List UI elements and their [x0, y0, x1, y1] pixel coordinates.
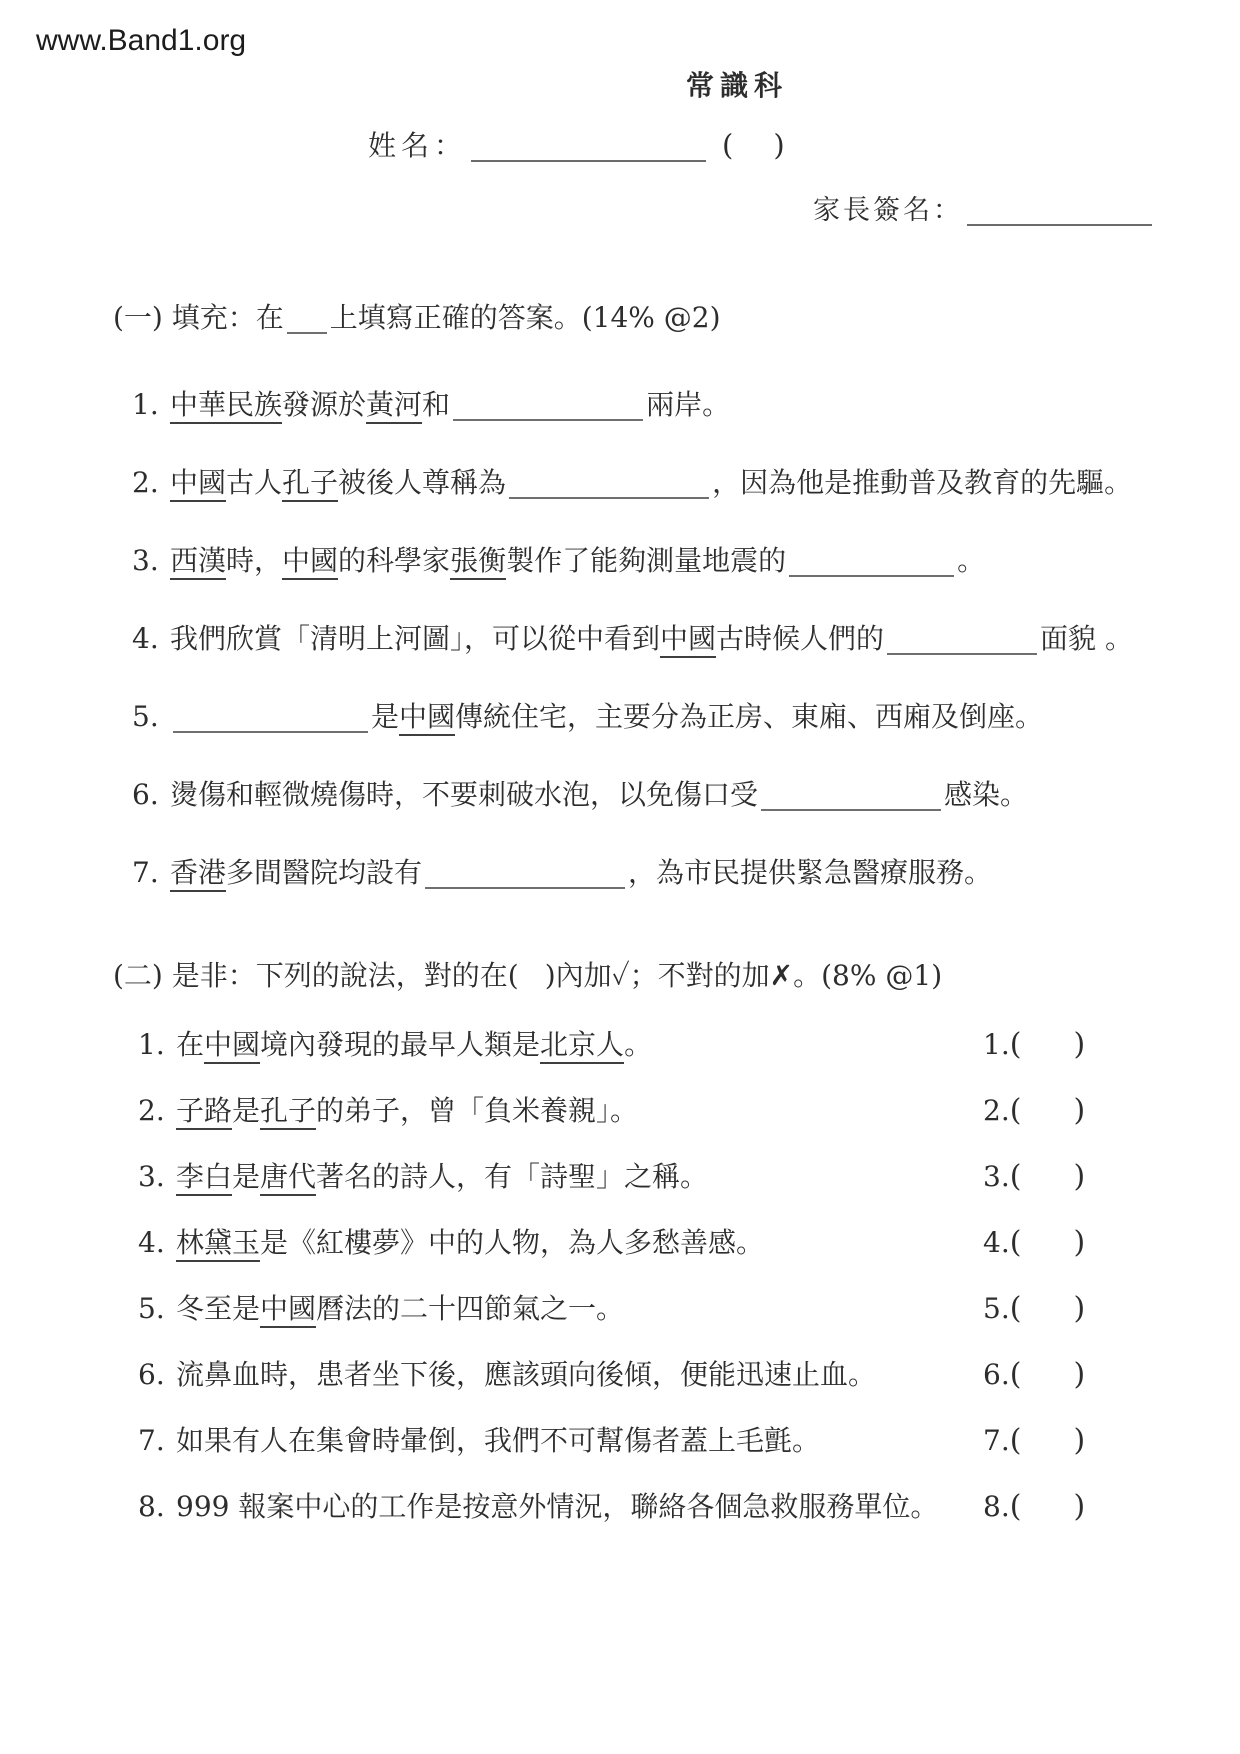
answer-blank[interactable] — [453, 391, 643, 421]
parent-signature-label: 家長簽名： — [813, 195, 963, 226]
tf-question-row — [138, 1160, 1223, 1194]
text-segment: 是《紅樓夢》中的人物，為人多愁善感。 — [260, 1226, 765, 1259]
underlined-term: 中國 — [170, 466, 226, 502]
underlined-term: 香港 — [170, 856, 226, 892]
text-segment: 著名的詩人，有「詩聖」之稱。 — [316, 1160, 709, 1193]
fill-question-row — [132, 388, 1223, 422]
question-number: 8. — [138, 1490, 165, 1523]
answer-number: 1. — [983, 1028, 1010, 1061]
text-segment: 的弟子，曾「負米養親」。 — [316, 1094, 639, 1127]
text-segment: 是 — [232, 1160, 261, 1193]
answer-paren-close: ) — [1073, 1423, 1086, 1458]
class-number-slot[interactable]: ( ) — [722, 128, 785, 162]
section1-heading — [113, 300, 1223, 336]
answer-paren-close: ) — [1073, 1027, 1086, 1062]
text-segment: (二) 是非：下列的說法，對的在( — [113, 959, 519, 992]
question-number: 1. — [138, 1028, 165, 1061]
answer-paren-close: ) — [1073, 1093, 1086, 1128]
underlined-term: 中國 — [204, 1028, 260, 1064]
fill-question-row — [132, 856, 1223, 890]
text-segment: 如果有人在集會時暈倒，我們不可幫傷者蓋上毛氈。 — [176, 1424, 821, 1457]
tf-question-row — [138, 1094, 1223, 1128]
answer-number: 5. — [983, 1292, 1010, 1325]
underlined-term: 北京人 — [540, 1028, 624, 1064]
underlined-term: 西漢 — [170, 544, 226, 580]
parent-signature-row — [813, 188, 1156, 227]
answer-paren-close: ) — [1073, 1225, 1086, 1260]
underlined-term: 中國 — [660, 622, 716, 658]
question-number: 4. — [132, 622, 159, 655]
question-number: 2. — [138, 1094, 165, 1127]
answer-number: 2. — [983, 1094, 1010, 1127]
text-segment: 古人 — [226, 466, 283, 499]
answer-blank[interactable] — [173, 703, 368, 733]
text-segment: 被後人尊稱為 — [338, 466, 507, 499]
text-segment: 的科學家 — [338, 544, 451, 577]
answer-paren-open: ( — [1009, 1225, 1022, 1260]
answer-paren-open: ( — [1009, 1489, 1022, 1524]
underlined-term: 中國 — [260, 1292, 316, 1328]
question-number: 5. — [138, 1292, 165, 1325]
parent-signature-line[interactable] — [967, 198, 1152, 226]
text-segment: 上填寫正確的答案。(14% @2) — [329, 301, 721, 334]
tf-question-row — [138, 1292, 1223, 1326]
section2-heading — [113, 958, 1223, 994]
question-number: 7. — [138, 1424, 165, 1457]
fill-question-row — [132, 778, 1223, 812]
underlined-term: 林黛玉 — [176, 1226, 260, 1262]
fill-question-row — [132, 700, 1223, 734]
question-number: 5. — [132, 700, 159, 733]
question-number: 3. — [132, 544, 159, 577]
text-segment: 多間醫院均設有 — [226, 856, 423, 889]
answer-blank[interactable] — [509, 469, 709, 499]
question-number: 4. — [138, 1226, 165, 1259]
underlined-term: 唐代 — [260, 1160, 316, 1196]
text-segment: 999 報案中心的工作是按意外情況，聯絡各個急救服務單位。 — [176, 1490, 939, 1523]
underlined-term: 中華民族 — [170, 388, 282, 424]
text-segment: 是 — [232, 1094, 261, 1127]
text-segment: 發源於 — [282, 388, 367, 421]
text-segment: (一) 填充：在 — [113, 301, 284, 334]
text-segment: 冬至是 — [176, 1292, 261, 1325]
section-true-false — [113, 958, 1223, 1556]
website-watermark: www.Band1.org — [36, 24, 247, 57]
fill-question-row — [132, 544, 1223, 578]
text-segment: 傳統住宅，主要分為正房、東廂、西廂及倒座。 — [455, 700, 1044, 733]
underlined-term: 張衡 — [450, 544, 506, 580]
text-segment: ，為市民提供緊急醫療服務。 — [628, 856, 993, 889]
answer-paren-open: ( — [1009, 1027, 1022, 1062]
section-fill-in-blanks — [113, 300, 1223, 934]
text-segment: 面貌 。 — [1040, 622, 1133, 655]
answer-blank[interactable] — [761, 781, 941, 811]
answer-paren-open: ( — [1009, 1291, 1022, 1326]
name-input-line[interactable] — [471, 134, 706, 162]
text-segment: 在 — [176, 1028, 205, 1061]
answer-number: 6. — [983, 1358, 1010, 1391]
question-number: 1. — [132, 388, 159, 421]
fill-question-row — [132, 622, 1223, 656]
student-name-row — [368, 124, 785, 164]
question-number: 7. — [132, 856, 159, 889]
answer-number: 4. — [983, 1226, 1010, 1259]
answer-paren-open: ( — [1009, 1093, 1022, 1128]
answer-slot[interactable] — [983, 1226, 1085, 1260]
answer-paren-close: ) — [1073, 1159, 1086, 1194]
tf-question-row — [138, 1226, 1223, 1260]
question-number: 6. — [138, 1358, 165, 1391]
answer-paren-close: ) — [1073, 1357, 1086, 1392]
underlined-term: 中國 — [282, 544, 338, 580]
tf-question-row — [138, 1028, 1223, 1062]
text-segment: 和 — [422, 388, 451, 421]
tf-question-row — [138, 1358, 1223, 1392]
answer-blank[interactable] — [789, 547, 954, 577]
underlined-term: 李白 — [176, 1160, 232, 1196]
text-segment: 流鼻血時，患者坐下後，應該頭向後傾，便能迅速止血。 — [176, 1358, 877, 1391]
text-segment: 境內發現的最早人類是 — [260, 1028, 541, 1061]
section1-question-list — [132, 388, 1223, 890]
text-segment: 製作了能夠測量地震的 — [506, 544, 787, 577]
section2-question-list — [138, 1028, 1223, 1524]
answer-slot[interactable] — [983, 1160, 1085, 1194]
answer-slot[interactable] — [983, 1094, 1085, 1128]
answer-paren-open: ( — [1009, 1159, 1022, 1194]
text-segment: 兩岸。 — [646, 388, 731, 421]
underlined-term: 黃河 — [366, 388, 422, 424]
text-segment: 是 — [371, 700, 400, 733]
text-segment: ，因為他是推動普及教育的先驅。 — [712, 466, 1133, 499]
answer-slot[interactable] — [983, 1358, 1085, 1392]
question-number: 2. — [132, 466, 159, 499]
text-segment: 感染。 — [944, 778, 1029, 811]
question-number: 6. — [132, 778, 159, 811]
text-segment: 時， — [226, 544, 283, 577]
name-label: 姓名： — [368, 129, 468, 162]
underlined-term: 孔子 — [260, 1094, 316, 1130]
text-segment: )內加✓；不對的加✗。(8% @1) — [544, 959, 943, 992]
underlined-term: 子路 — [176, 1094, 232, 1130]
fill-question-row — [132, 466, 1223, 500]
question-number: 3. — [138, 1160, 165, 1193]
text-segment: 燙傷和輕微燒傷時，不要刺破水泡，以免傷口受 — [170, 778, 759, 811]
answer-blank[interactable] — [287, 304, 327, 334]
answer-number: 3. — [983, 1160, 1010, 1193]
text-segment: 。 — [624, 1028, 653, 1061]
answer-slot[interactable] — [983, 1292, 1085, 1326]
answer-blank[interactable] — [887, 625, 1037, 655]
text-segment: 曆法的二十四節氣之一。 — [316, 1292, 625, 1325]
text-segment: 古時候人們的 — [716, 622, 885, 655]
tf-question-row — [138, 1490, 1223, 1524]
answer-number: 8. — [983, 1490, 1010, 1523]
answer-slot[interactable] — [983, 1424, 1085, 1458]
answer-slot[interactable] — [983, 1028, 1085, 1062]
answer-paren-open: ( — [1009, 1423, 1022, 1458]
paper-title: 常識科 — [686, 69, 789, 102]
answer-paren-open: ( — [1009, 1357, 1022, 1392]
text-segment: 我們欣賞「清明上河圖」，可以從中看到 — [170, 622, 661, 655]
text-segment: 。 — [957, 544, 986, 577]
underlined-term: 中國 — [399, 700, 455, 736]
answer-slot[interactable] — [983, 1490, 1085, 1524]
answer-number: 7. — [983, 1424, 1010, 1457]
underlined-term: 孔子 — [282, 466, 338, 502]
answer-paren-close: ) — [1073, 1489, 1086, 1524]
answer-paren-close: ) — [1073, 1291, 1086, 1326]
tf-question-row — [138, 1424, 1223, 1458]
answer-blank[interactable] — [425, 859, 625, 889]
